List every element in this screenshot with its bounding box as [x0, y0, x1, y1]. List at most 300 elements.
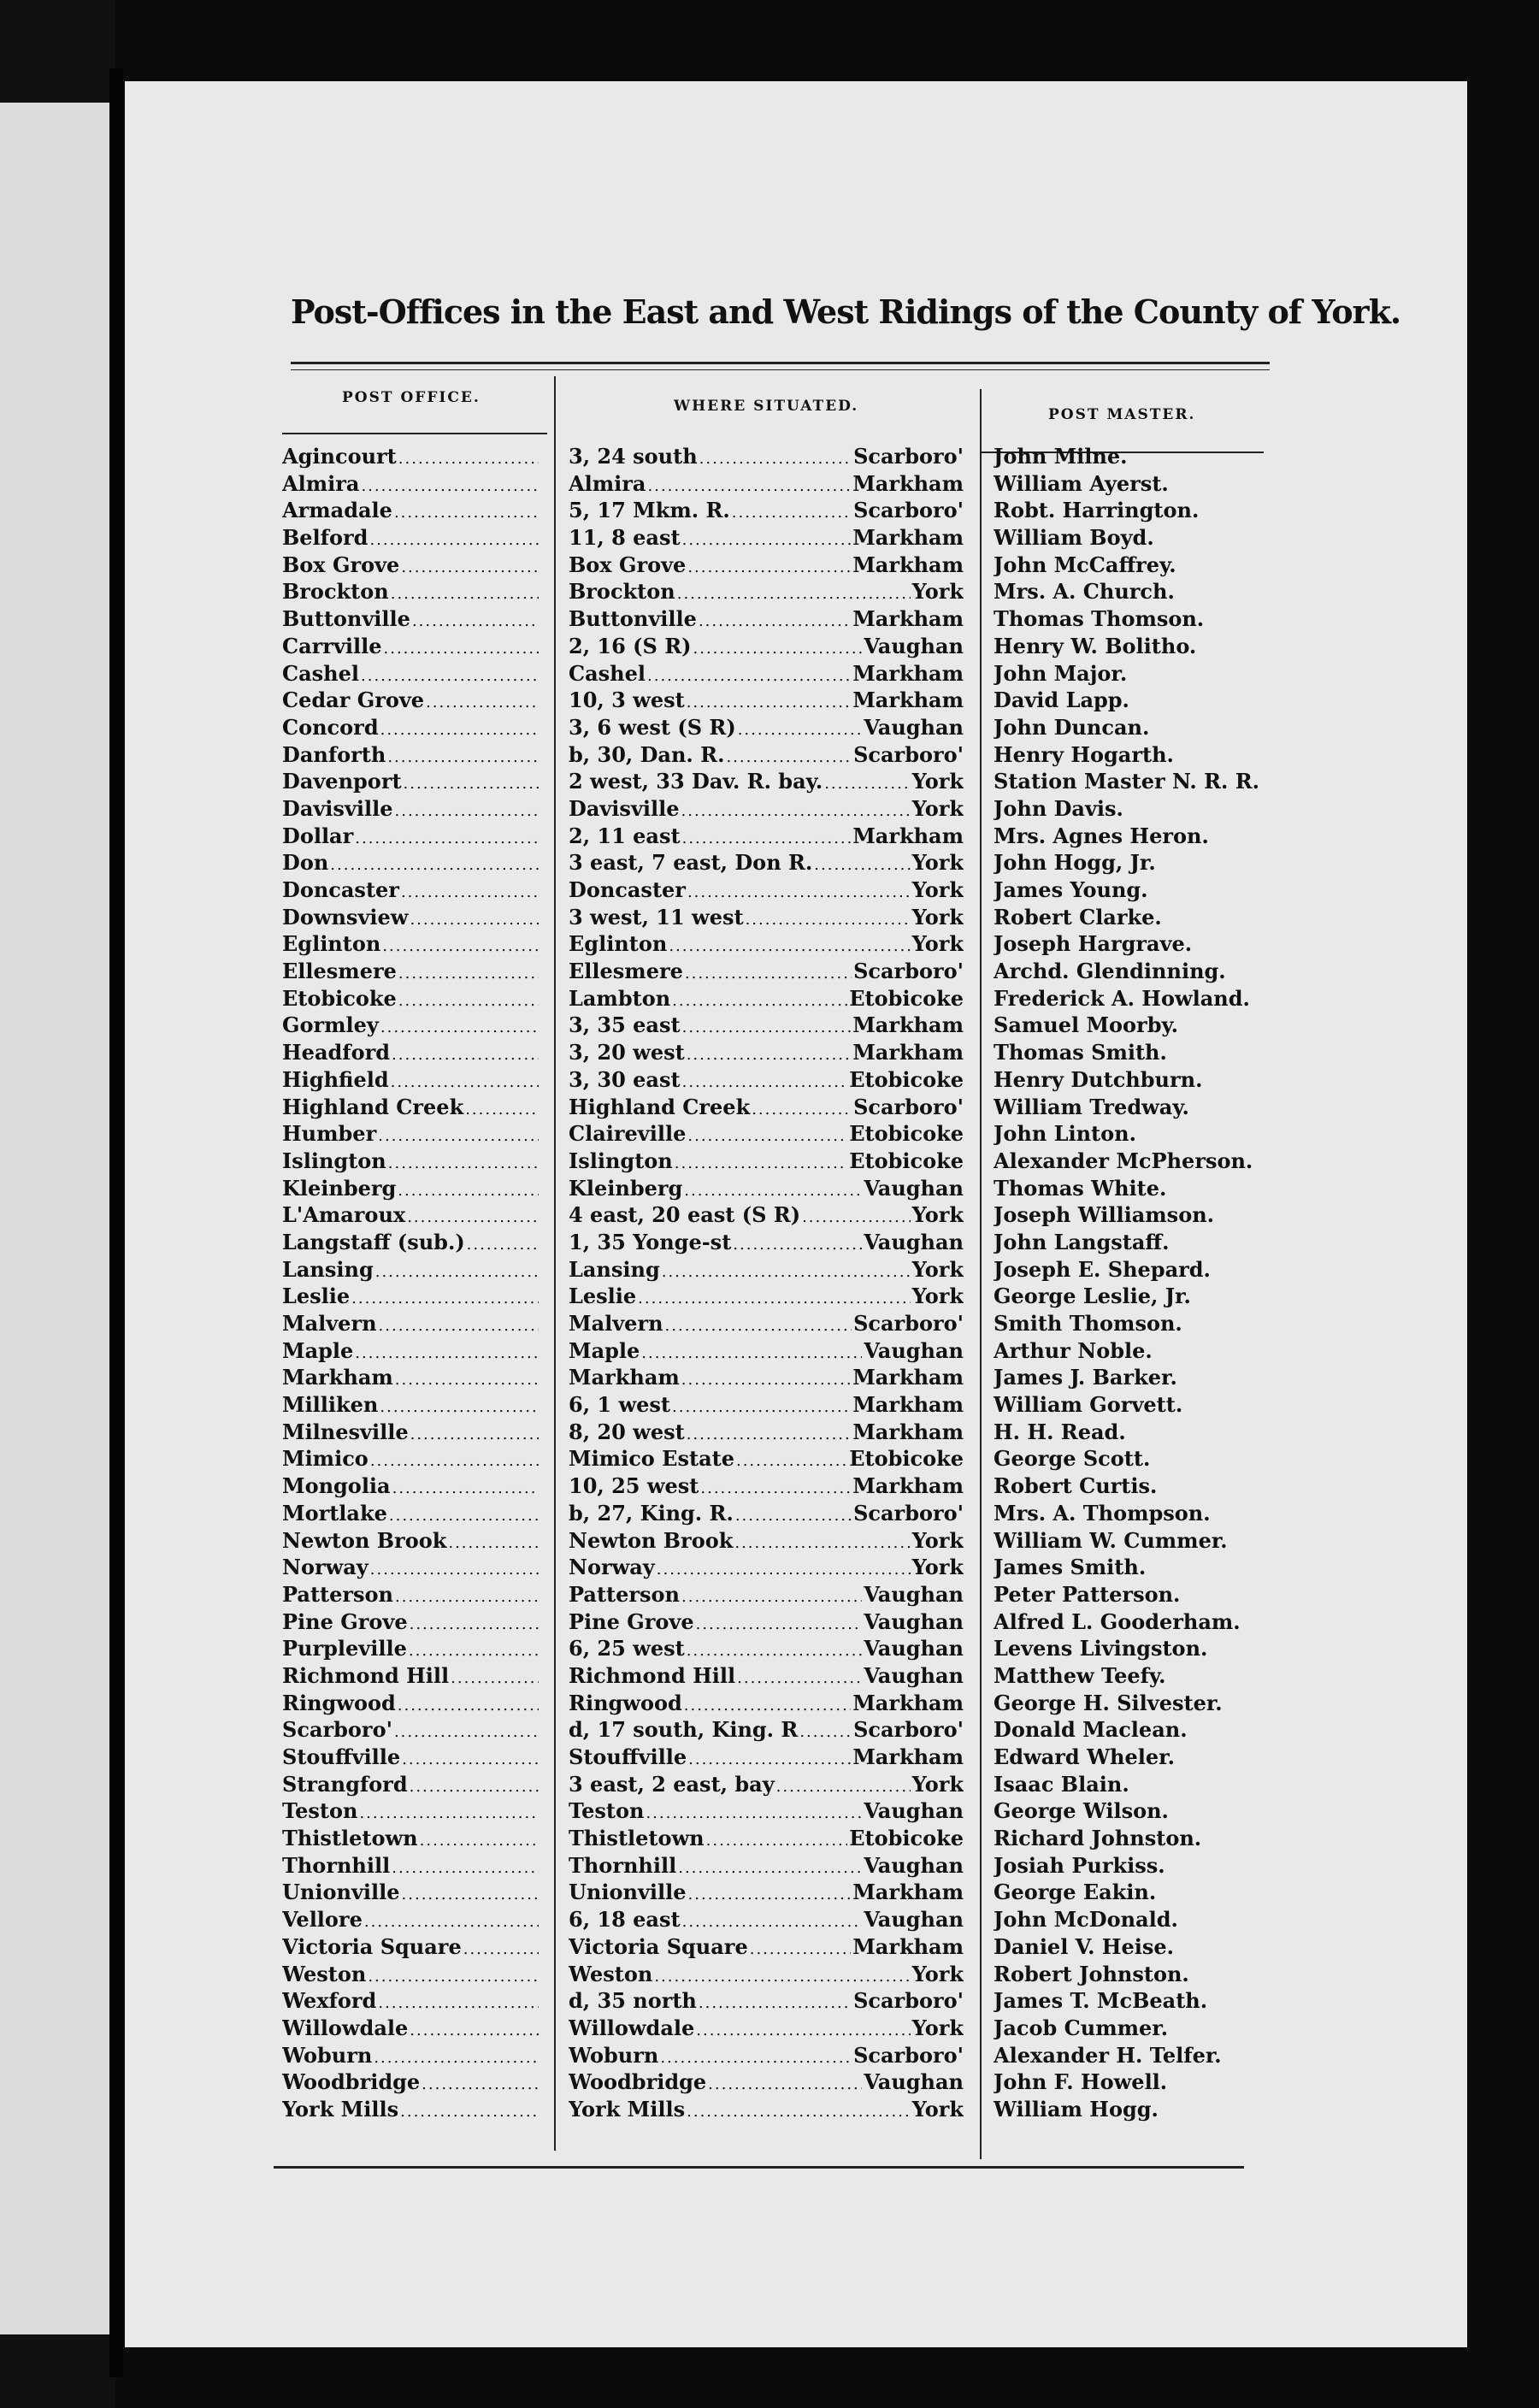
where-situated-entry — [569, 1825, 964, 1852]
leader-dots — [677, 581, 911, 605]
post-office-entry — [282, 1961, 539, 1988]
leader-dots — [375, 1259, 539, 1284]
post-master-name: Archd. Glendinning. — [994, 959, 1226, 984]
post-office-name: Thornhill — [282, 1852, 391, 1878]
township-text: York — [911, 1961, 964, 1986]
location-text: Markham — [569, 1365, 680, 1390]
township-text: Vaughan — [864, 1229, 964, 1254]
post-office-name: Etobicoke — [282, 985, 397, 1011]
post-office-name: Belford — [282, 525, 369, 551]
where-situated-entry — [569, 605, 964, 633]
leader-dots — [638, 1285, 911, 1310]
post-office-entry — [282, 470, 539, 498]
post-office-name: Milnesville — [282, 1419, 409, 1444]
post-master-name: Henry Hogarth. — [994, 741, 1174, 767]
township-text: Vaughan — [864, 1852, 964, 1878]
location-text: Eglinton — [569, 931, 668, 957]
post-master-name: Levens Livingston. — [994, 1636, 1208, 1661]
post-office-name: Cashel — [282, 660, 359, 686]
leader-dots — [380, 1394, 539, 1419]
where-situated-entry — [569, 930, 964, 958]
post-office-entry — [282, 741, 539, 769]
post-master-name: George H. Silvester. — [994, 1690, 1223, 1715]
post-office-name: Danforth — [282, 741, 386, 767]
location-text: 2, 11 east — [569, 823, 681, 848]
location-text: 11, 8 east — [569, 525, 681, 551]
post-office-name: Strangford — [282, 1771, 408, 1797]
where-situated-entry — [569, 1906, 964, 1933]
township-text: Scarboro' — [853, 959, 964, 984]
leader-dots — [398, 988, 539, 1012]
post-office-name: Scarboro' — [282, 1717, 392, 1743]
post-master-name: Mrs. Agnes Heron. — [994, 823, 1209, 848]
post-office-entry — [282, 1012, 539, 1039]
title-rule — [291, 362, 1270, 370]
leader-dots — [682, 1014, 852, 1039]
post-office-name: Gormley — [282, 1012, 379, 1038]
location-text: Richmond Hill — [569, 1662, 736, 1688]
post-master-name: Arthur Noble. — [994, 1337, 1153, 1363]
post-master-name: Richard Johnston. — [994, 1826, 1202, 1851]
post-office-name: Malvern — [282, 1311, 377, 1336]
location-text: Lambton — [569, 985, 671, 1011]
post-office-name: Carrville — [282, 633, 382, 658]
post-office-entry — [282, 1716, 539, 1744]
post-master-name: Isaac Blain. — [994, 1771, 1129, 1797]
township-text: Vaughan — [864, 1662, 964, 1688]
post-office-name: Maple — [282, 1337, 354, 1363]
post-office-name: Eglinton — [282, 931, 381, 957]
post-office-name: Ellesmere — [282, 959, 397, 984]
post-office-entry — [282, 1120, 539, 1148]
post-master-name: Donald Maclean. — [994, 1717, 1188, 1743]
leader-dots — [384, 635, 539, 660]
post-master-name: Alfred L. Gooderham. — [994, 1608, 1241, 1634]
leader-dots — [407, 1204, 539, 1229]
leader-dots — [737, 1665, 862, 1690]
where-situated-entry — [569, 1662, 964, 1690]
location-text: Claireville — [569, 1121, 687, 1147]
location-text: York Mills — [569, 2096, 686, 2122]
where-situated-entry — [569, 1175, 964, 1202]
leader-dots — [660, 2045, 852, 2069]
where-situated-entry — [569, 1744, 964, 1771]
leader-dots — [685, 960, 852, 985]
post-office-entry — [282, 1473, 539, 1500]
location-text: Ellesmere — [569, 959, 683, 984]
where-situated-entry — [569, 470, 964, 498]
location-text: Islington — [569, 1148, 673, 1173]
post-master-name: John F. Howell. — [994, 2069, 1168, 2095]
post-master-name: David Lapp. — [994, 688, 1129, 713]
where-situated-entry — [569, 687, 964, 714]
post-office-entry — [282, 1283, 539, 1310]
leader-dots — [410, 1421, 539, 1446]
post-master-name: George Wilson. — [994, 1798, 1169, 1824]
leader-dots — [687, 1638, 863, 1662]
post-office-entry — [282, 1744, 539, 1771]
column-divider-2 — [980, 389, 982, 2159]
post-office-entry — [282, 904, 539, 931]
leader-dots — [824, 770, 910, 795]
post-master-name: Joseph Hargrave. — [994, 931, 1193, 957]
leader-dots — [380, 717, 539, 741]
leader-dots — [404, 770, 539, 795]
post-office-name: Brockton — [282, 579, 389, 605]
leader-dots — [688, 1881, 852, 1906]
where-situated-entry — [569, 633, 964, 660]
location-text: Brockton — [569, 579, 675, 605]
leader-dots — [672, 1394, 851, 1419]
where-situated-entry — [569, 1337, 964, 1365]
where-situated-entry — [569, 1473, 964, 1500]
location-text: Stouffville — [569, 1744, 687, 1769]
leader-dots — [391, 1069, 539, 1094]
leader-dots — [752, 1096, 852, 1121]
township-text: Markham — [852, 1365, 964, 1390]
township-text: Markham — [852, 823, 964, 848]
post-office-name: Vellore — [282, 1907, 363, 1933]
leader-dots — [410, 1774, 539, 1798]
post-master-name: William Gorvett. — [994, 1392, 1183, 1418]
leader-dots — [391, 581, 539, 605]
post-office-name: Mongolia — [282, 1473, 391, 1499]
where-situated-entry — [569, 1201, 964, 1229]
township-text: Vaughan — [864, 633, 964, 658]
post-office-name: Victoria Square — [282, 1933, 462, 1959]
post-office-name: Almira — [282, 470, 360, 496]
township-text: Scarboro' — [853, 498, 964, 523]
where-situated-entry — [569, 1419, 964, 1446]
leader-dots — [699, 608, 851, 633]
post-office-name: Cedar Grove — [282, 688, 425, 713]
post-office-entry — [282, 795, 539, 823]
post-office-name: Box Grove — [282, 552, 400, 577]
leader-dots — [682, 825, 852, 850]
post-office-name: Downsview — [282, 904, 409, 930]
post-office-entry — [282, 985, 539, 1012]
post-office-entry — [282, 1256, 539, 1284]
township-text: Markham — [852, 1392, 964, 1418]
township-text: Markham — [852, 688, 964, 713]
township-text: York — [911, 1527, 964, 1553]
township-text: Etobicoke — [849, 1121, 964, 1147]
leader-dots — [802, 1204, 911, 1229]
leader-dots — [420, 1827, 539, 1852]
post-master-name: Edward Wheler. — [994, 1744, 1175, 1769]
township-text: Markham — [852, 1880, 964, 1905]
post-office-entry — [282, 1987, 539, 2015]
where-situated-entry — [569, 2042, 964, 2069]
leader-dots — [426, 689, 539, 714]
post-office-entry — [282, 1066, 539, 1094]
leader-dots — [687, 1042, 852, 1066]
post-master-name: John Langstaff. — [994, 1229, 1170, 1254]
post-office-entry — [282, 497, 539, 524]
post-office-entry — [282, 768, 539, 795]
post-office-name: Kleinberg — [282, 1175, 397, 1201]
township-text: Vaughan — [864, 1798, 964, 1824]
leader-dots — [410, 906, 539, 931]
post-office-entry — [282, 687, 539, 714]
post-office-entry — [282, 930, 539, 958]
location-text: 3 east, 2 east, bay — [569, 1771, 775, 1797]
township-text: Markham — [852, 470, 964, 496]
leader-dots — [678, 1855, 862, 1880]
where-situated-entry — [569, 1771, 964, 1798]
leader-dots — [681, 1584, 862, 1608]
post-office-name: Markham — [282, 1365, 393, 1390]
where-situated-entry — [569, 2096, 964, 2123]
post-master-name: Thomas Smith. — [994, 1040, 1167, 1065]
leader-dots — [448, 1530, 539, 1555]
leader-dots — [682, 1909, 863, 1933]
leader-dots — [682, 527, 852, 552]
post-office-name: Highland Creek — [282, 1094, 464, 1119]
post-office-entry — [282, 714, 539, 741]
township-text: Markham — [852, 606, 964, 632]
where-situated-entry — [569, 985, 964, 1012]
leader-dots — [394, 1719, 539, 1744]
leader-dots — [776, 1774, 911, 1798]
post-office-name: Islington — [282, 1148, 386, 1173]
location-text: 10, 3 west — [569, 688, 685, 713]
location-text: Almira — [569, 470, 646, 496]
facing-page-edge — [0, 103, 109, 2334]
location-text: 6, 18 east — [569, 1907, 681, 1933]
leader-dots — [402, 1881, 539, 1906]
where-situated-entry — [569, 1066, 964, 1094]
leader-dots — [400, 2098, 539, 2123]
post-office-entry — [282, 1419, 539, 1446]
location-text: 3, 35 east — [569, 1012, 681, 1038]
location-text: b, 27, King. R. — [569, 1500, 734, 1526]
where-situated-entry — [569, 1120, 964, 1148]
post-office-entry — [282, 1825, 539, 1852]
post-office-name: Milliken — [282, 1392, 379, 1418]
post-office-name: Stouffville — [282, 1744, 401, 1769]
location-text: 3 west, 11 west — [569, 904, 744, 930]
leader-dots — [669, 933, 910, 958]
post-office-entry — [282, 1690, 539, 1717]
leader-dots — [687, 1123, 847, 1148]
leader-dots — [401, 554, 539, 579]
leader-dots — [395, 1366, 539, 1391]
where-situated-entry — [569, 1554, 964, 1581]
location-text: 3, 24 south — [569, 444, 698, 469]
post-master-name: John Milne. — [994, 444, 1128, 469]
post-office-name: Woodbridge — [282, 2069, 421, 2095]
leader-dots — [382, 933, 539, 958]
post-office-name: Mortlake — [282, 1500, 387, 1526]
location-text: 3 east, 7 east, Don R. — [569, 850, 813, 876]
post-office-entry — [282, 1175, 539, 1202]
township-text: Etobicoke — [849, 1826, 964, 1851]
township-text: Etobicoke — [849, 985, 964, 1011]
leader-dots — [696, 2017, 910, 2042]
header-post-office: POST OFFICE. — [342, 389, 481, 406]
post-office-entry — [282, 823, 539, 850]
where-situated-column — [569, 443, 964, 2123]
location-text: b, 30, Dan. R. — [569, 741, 725, 767]
post-master-name: Robt. Harrington. — [994, 498, 1200, 523]
post-master-name: Thomas Thomson. — [994, 606, 1205, 632]
leader-dots — [687, 2098, 911, 2123]
township-text: Scarboro' — [853, 741, 964, 767]
post-master-name: Station Master N. R. R. — [994, 769, 1260, 794]
location-text: Pine Grove — [569, 1608, 694, 1634]
post-office-entry — [282, 1148, 539, 1175]
leader-dots — [700, 1475, 851, 1500]
leader-dots — [681, 798, 911, 823]
post-master-name: Peter Patterson. — [994, 1581, 1181, 1607]
post-master-name: William Tredway. — [994, 1094, 1189, 1119]
post-office-entry — [282, 1500, 539, 1527]
township-text: York — [911, 2015, 964, 2040]
where-situated-entry — [569, 1500, 964, 1527]
township-text: York — [911, 2096, 964, 2122]
post-office-entry — [282, 958, 539, 985]
post-office-entry — [282, 578, 539, 605]
post-office-entry — [282, 443, 539, 470]
where-situated-entry — [569, 1310, 964, 1337]
post-office-entry — [282, 1094, 539, 1121]
location-text: Woodbridge — [569, 2069, 707, 2095]
post-office-name: Mimico — [282, 1446, 369, 1472]
post-master-name: John Hogg, Jr. — [994, 850, 1156, 876]
location-text: 8, 20 west — [569, 1419, 685, 1444]
post-office-name: Newton Brook — [282, 1527, 447, 1553]
township-text: Scarboro' — [853, 1988, 964, 2014]
location-text: Unionville — [569, 1880, 687, 1905]
leader-dots — [684, 1177, 862, 1202]
where-situated-entry — [569, 1148, 964, 1175]
post-office-name: Armadale — [282, 498, 392, 523]
where-situated-entry — [569, 1987, 964, 2015]
where-situated-entry — [569, 1852, 964, 1880]
location-text: Davisville — [569, 795, 680, 821]
where-situated-entry — [569, 904, 964, 931]
township-text: Markham — [852, 660, 964, 686]
leader-dots — [370, 1448, 539, 1473]
header-underline-office — [282, 433, 547, 434]
location-text: 1, 35 Yonge-st — [569, 1229, 732, 1254]
post-office-name: Teston — [282, 1798, 358, 1824]
post-office-entry — [282, 1527, 539, 1555]
township-text: York — [911, 1771, 964, 1797]
post-master-name: Mrs. A. Thompson. — [994, 1500, 1211, 1526]
post-office-name: Wexford — [282, 1988, 377, 2014]
leader-dots — [750, 1936, 851, 1961]
location-text: 2, 16 (S R) — [569, 633, 692, 658]
where-situated-entry — [569, 1256, 964, 1284]
where-situated-entry — [569, 795, 964, 823]
township-text: Markham — [852, 1012, 964, 1038]
where-situated-entry — [569, 823, 964, 850]
township-text: York — [911, 904, 964, 930]
leader-dots — [374, 2045, 539, 2069]
township-text: Markham — [852, 1419, 964, 1444]
where-situated-entry — [569, 1039, 964, 1066]
township-text: Vaughan — [864, 1608, 964, 1634]
leader-dots — [398, 446, 539, 470]
location-text: Thornhill — [569, 1852, 677, 1878]
post-master-name: Josiah Purkiss. — [994, 1852, 1165, 1878]
post-office-name: Headford — [282, 1040, 391, 1065]
leader-dots — [422, 2071, 539, 2096]
where-situated-entry — [569, 2069, 964, 2096]
post-master-name: Robert Clarke. — [994, 904, 1162, 930]
column-divider-1 — [554, 376, 556, 2151]
post-master-name: Robert Johnston. — [994, 1961, 1189, 1986]
post-master-name: William Ayerst. — [994, 470, 1169, 496]
township-text: Etobicoke — [849, 1148, 964, 1173]
where-situated-entry — [569, 849, 964, 876]
where-situated-entry — [569, 958, 964, 985]
township-text: York — [911, 1284, 964, 1309]
leader-dots — [736, 1448, 847, 1473]
leader-dots — [401, 879, 539, 904]
post-office-name: Patterson — [282, 1581, 394, 1607]
post-master-name: H. H. Read. — [994, 1419, 1126, 1444]
post-master-name: Smith Thomson. — [994, 1311, 1182, 1336]
post-office-entry — [282, 876, 539, 904]
post-master-name: William Boyd. — [994, 525, 1154, 551]
leader-dots — [359, 1800, 539, 1825]
post-office-name: Woburn — [282, 2042, 373, 2068]
post-master-name: James T. McBeath. — [994, 1988, 1208, 2014]
post-office-entry — [282, 1608, 539, 1636]
post-office-name: Davisville — [282, 795, 393, 821]
leader-dots — [657, 1556, 911, 1581]
leader-dots — [688, 1746, 851, 1771]
leader-dots — [394, 499, 539, 524]
post-master-name: George Scott. — [994, 1446, 1151, 1472]
where-situated-entry — [569, 1635, 964, 1662]
leader-dots — [410, 1611, 539, 1636]
post-office-name: Agincourt — [282, 444, 397, 469]
leader-dots — [370, 1556, 539, 1581]
township-text: York — [911, 795, 964, 821]
post-office-name: Lansing — [282, 1256, 374, 1282]
leader-dots — [395, 1584, 539, 1608]
post-master-name: Alexander McPherson. — [994, 1148, 1253, 1173]
post-master-name: John Davis. — [994, 795, 1123, 821]
leader-dots — [392, 1855, 539, 1880]
township-text: Scarboro' — [853, 1500, 964, 1526]
township-text: Vaughan — [864, 2069, 964, 2095]
leader-dots — [687, 689, 852, 714]
where-situated-entry — [569, 1581, 964, 1608]
township-text: York — [911, 850, 964, 876]
where-situated-entry — [569, 1283, 964, 1310]
leader-dots — [364, 1909, 539, 1933]
leader-dots — [451, 1665, 539, 1690]
township-text: Scarboro' — [853, 2042, 964, 2068]
post-office-entry — [282, 1635, 539, 1662]
post-master-name: William Hogg. — [994, 2096, 1159, 2122]
post-office-entry — [282, 1771, 539, 1798]
leader-dots — [687, 554, 851, 579]
leader-dots — [699, 446, 852, 470]
location-text: Woburn — [569, 2042, 659, 2068]
leader-dots — [398, 960, 539, 985]
post-master-name: James Young. — [994, 877, 1148, 902]
township-text: York — [911, 1202, 964, 1228]
post-office-entry — [282, 1581, 539, 1608]
post-master-name: Matthew Teefy. — [994, 1662, 1166, 1688]
leader-dots — [378, 1123, 539, 1148]
